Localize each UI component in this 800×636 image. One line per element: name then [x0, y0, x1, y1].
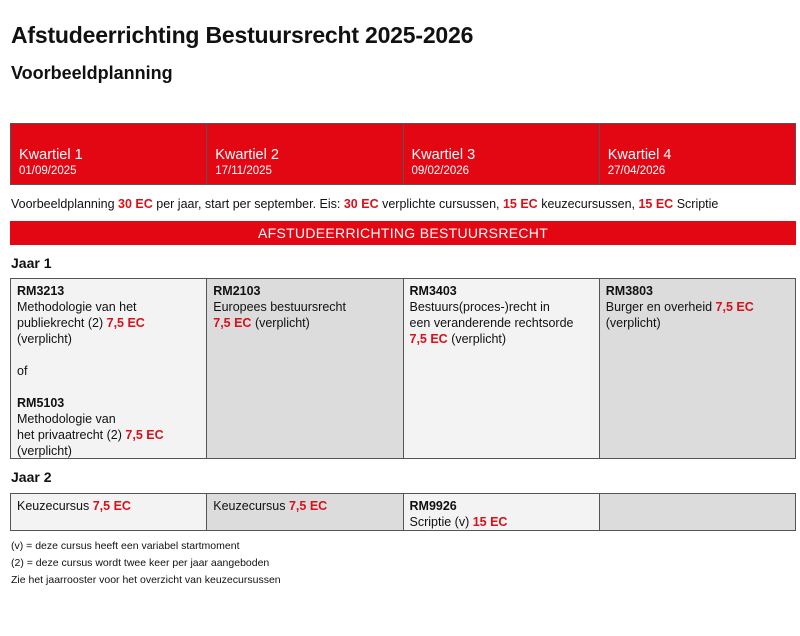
- page-title: Afstudeerrichting Bestuursrecht 2025-2026: [11, 22, 474, 48]
- course-status: (verplicht): [447, 332, 507, 346]
- quarter-1: [11, 124, 206, 184]
- course-status: (verplicht): [251, 316, 310, 330]
- ec-thesis: 15 EC: [638, 197, 674, 211]
- course-status: (verplicht): [17, 332, 72, 346]
- quarter-label: Kwartiel 3: [411, 147, 476, 163]
- course-cell-q2: [206, 279, 402, 458]
- section-banner: AFSTUDEERRICHTING BESTUURSRECHT: [10, 221, 796, 245]
- course-cell-q2: [206, 494, 402, 530]
- course-ec: 7,5 EC: [213, 316, 252, 330]
- quarter-header-row: [10, 123, 796, 185]
- quarter-start-date: 17/11/2025: [215, 165, 272, 177]
- course-title: een veranderende rechtsorde: [409, 316, 574, 330]
- course-status: (verplicht): [605, 316, 661, 330]
- quarter-label: Kwartiel 4: [607, 147, 672, 163]
- course-cell-q3: [403, 494, 599, 530]
- footnote: Zie het jaarrooster voor het overzicht van keuzecursussen: [11, 574, 281, 586]
- footnote: (2) = deze cursus wordt twee keer per jaar aangeboden: [11, 557, 270, 569]
- year-2-row: [10, 493, 796, 531]
- alternative-label: of: [17, 364, 28, 378]
- course-ec: 7,5 EC: [715, 300, 754, 314]
- course-title: Methodologie van: [17, 412, 116, 426]
- course-ec: 7,5 EC: [106, 316, 145, 330]
- course-cell-q1: [11, 279, 206, 458]
- quarter-3: [403, 124, 599, 184]
- footnotes: [11, 538, 281, 589]
- course-ec: 7,5 EC: [288, 499, 328, 513]
- planning-intro: [11, 197, 718, 211]
- quarter-label: Kwartiel 2: [215, 147, 279, 163]
- quarter-4: [599, 124, 795, 184]
- page-subtitle: Voorbeeldplanning: [11, 63, 173, 83]
- course-code: RM3803: [605, 284, 653, 298]
- course-title: Keuzecursus: [17, 499, 93, 513]
- course-ec: 7,5 EC: [409, 332, 448, 346]
- quarter-2: [206, 124, 402, 184]
- quarter-label: Kwartiel 1: [19, 147, 83, 163]
- year-1-row: [10, 278, 796, 459]
- course-code: RM5103: [17, 396, 65, 410]
- course-ec: 7,5 EC: [125, 428, 164, 442]
- intro-text: keuzecursussen,: [537, 197, 639, 211]
- course-ec: 15 EC: [472, 515, 508, 529]
- intro-text: per jaar, start per september. Eis:: [152, 197, 344, 211]
- course-status: (verplicht): [17, 444, 72, 458]
- course-code: RM3213: [17, 284, 65, 298]
- course-title: Methodologie van het: [17, 300, 137, 314]
- course-cell-q4: [599, 279, 795, 458]
- footnote: (v) = deze cursus heeft een variabel startmoment: [11, 540, 240, 552]
- course-code: RM2103: [213, 284, 261, 298]
- quarter-start-date: 01/09/2025: [19, 165, 77, 177]
- course-ec: 7,5 EC: [92, 499, 131, 513]
- quarter-start-date: 09/02/2026: [411, 165, 470, 177]
- course-title: het privaatrecht (2): [17, 428, 126, 442]
- ec-per-year: 30 EC: [118, 197, 153, 211]
- ec-elective: 15 EC: [502, 197, 538, 211]
- course-cell-q1: [11, 494, 206, 530]
- intro-text: Scriptie: [673, 197, 719, 211]
- quarter-start-date: 27/04/2026: [607, 165, 666, 177]
- course-title: publiekrecht (2): [17, 316, 107, 330]
- course-cell-q4: [599, 494, 795, 530]
- year-1-heading: Jaar 1: [11, 255, 52, 271]
- intro-text: Voorbeeldplanning: [11, 197, 119, 211]
- course-code: RM9926: [409, 499, 457, 513]
- course-code: RM3403: [409, 284, 457, 298]
- course-title: Scriptie (v): [409, 515, 473, 529]
- course-cell-q3: [403, 279, 599, 458]
- intro-text: verplichte cursussen,: [378, 197, 503, 211]
- ec-required: 30 EC: [343, 197, 379, 211]
- course-title: Burger en overheid: [605, 300, 716, 314]
- course-title: Keuzecursus: [213, 499, 289, 513]
- year-2-heading: Jaar 2: [11, 469, 52, 485]
- course-title: Bestuurs(proces-)recht in: [409, 300, 550, 314]
- course-title: Europees bestuursrecht: [213, 300, 346, 314]
